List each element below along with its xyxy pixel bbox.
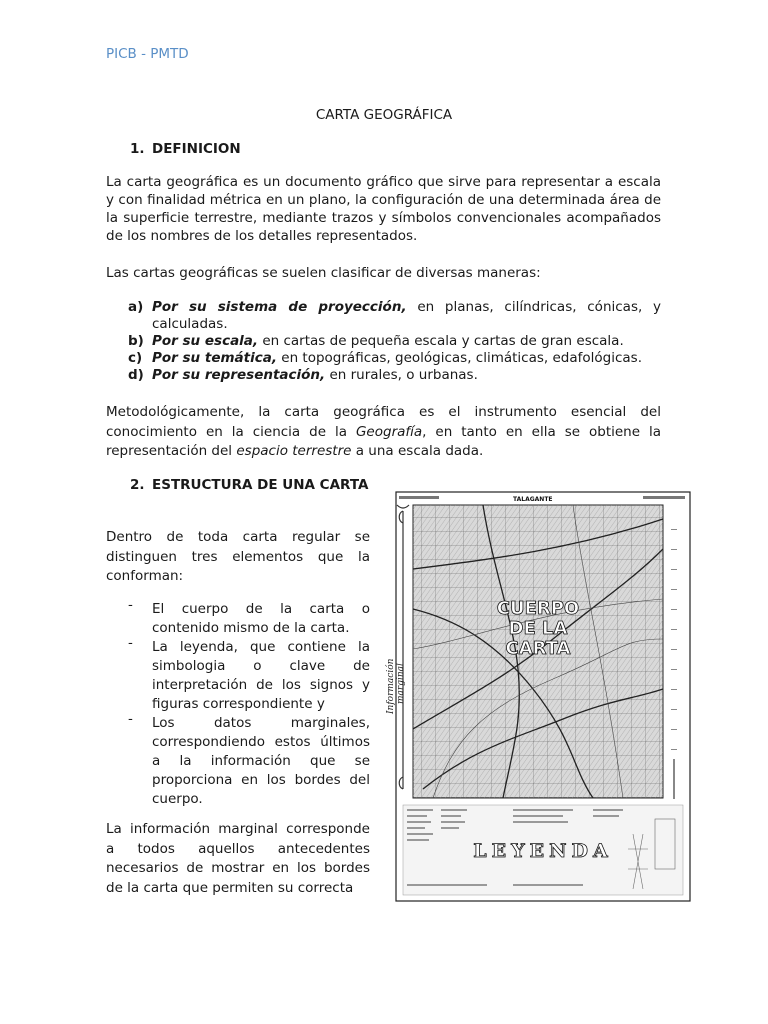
section-number: 1. [130, 141, 145, 157]
list-item-text: Los datos marginales, correspondiendo estos últimos a la información que se proporciona en los bordes del cuerpo. [152, 715, 370, 807]
section-title: DEFINICION [152, 141, 241, 157]
legend-area [403, 805, 683, 895]
list-item-label: Por su temática, [152, 350, 277, 366]
map-name: TALAGANTE [513, 496, 553, 503]
list-item-text: en topográficas, geológicas, climáticas, edafológicas. [276, 350, 643, 366]
list-item [128, 350, 661, 367]
definition-paragraph: La carta geográfica es un documento gráfico que sirve para representar a escala y con finalidad métrica en un plano, la configuración de una determinada área de la superficie terrestre, mediante trazos y símbolos convencionales acompañados de los nombres de los detalles representados. [106, 174, 661, 244]
list-marker: - [128, 711, 133, 727]
methodology-paragraph [106, 403, 661, 462]
map-figure [386, 489, 693, 904]
list-item [128, 299, 661, 333]
map-body-label: CARTA [505, 638, 571, 659]
topographic-map-illustration [386, 489, 693, 904]
section-2-heading [130, 476, 370, 495]
list-item-label: Por su sistema de proyección, [152, 299, 407, 315]
list-marker: - [128, 635, 133, 651]
paragraph-text: Metodológicamente, la carta geográfica es el instrumento esencial del conocimiento en la ciencia de la [106, 404, 661, 440]
document-title: CARTA GEOGRÁFICA [315, 107, 453, 123]
list-marker: a) [128, 299, 144, 315]
classification-list [128, 299, 661, 384]
map-body-label: CUERPO [496, 598, 580, 619]
marginal-info-label: marginal [396, 663, 406, 704]
marginal-info-label: Información [386, 658, 396, 714]
list-item-text: El cuerpo de la carta o contenido mismo de la carta. [152, 601, 370, 636]
page-header: PICB - PMTD [106, 46, 189, 62]
emphasis-text: espacio terrestre [236, 443, 352, 459]
list-item-label: Por su escala, [152, 333, 259, 349]
list-item [128, 711, 370, 809]
map-body-label: DE LA [508, 618, 568, 639]
section-1-heading [130, 141, 241, 157]
list-marker: d) [128, 367, 144, 383]
list-item [128, 367, 661, 384]
list-marker: c) [128, 350, 143, 366]
legend-label: LEYENDA [473, 840, 613, 862]
classification-intro: Las cartas geográficas se suelen clasificar de diversas maneras: [106, 265, 541, 281]
structure-list [128, 597, 370, 809]
section-title: ESTRUCTURA DE UNA CARTA [152, 477, 369, 493]
list-marker: - [128, 597, 133, 613]
list-item [128, 597, 370, 638]
section-number: 2. [130, 477, 145, 493]
structure-intro: Dentro de toda carta regular se distinguen tres elementos que la conforman: [106, 529, 370, 584]
list-item-text: en planas, cilíndricas, cónicas, y calculadas. [152, 299, 662, 332]
paragraph-text: a una escala dada. [351, 443, 484, 459]
list-item-label: Por su representación, [152, 367, 326, 383]
list-item-text: en cartas de pequeña escala y cartas de gran escala. [258, 333, 624, 349]
list-item-text: en rurales, o urbanas. [325, 367, 478, 383]
marginal-info-paragraph: La información marginal corresponde a todos aquellos antecedentes necesarios de mostrar en los bordes de la carta que permiten su correcta [106, 821, 370, 896]
list-item [128, 333, 661, 350]
paragraph-text: , en tanto en ella se obtiene la representación del [106, 423, 662, 459]
list-item-text: La leyenda, que contiene la simbologia o clave de interpretación de los signos y figuras correspondiente y [152, 639, 370, 712]
list-marker: b) [128, 333, 144, 349]
list-item [128, 635, 370, 714]
emphasis-text: Geografía [355, 423, 423, 440]
